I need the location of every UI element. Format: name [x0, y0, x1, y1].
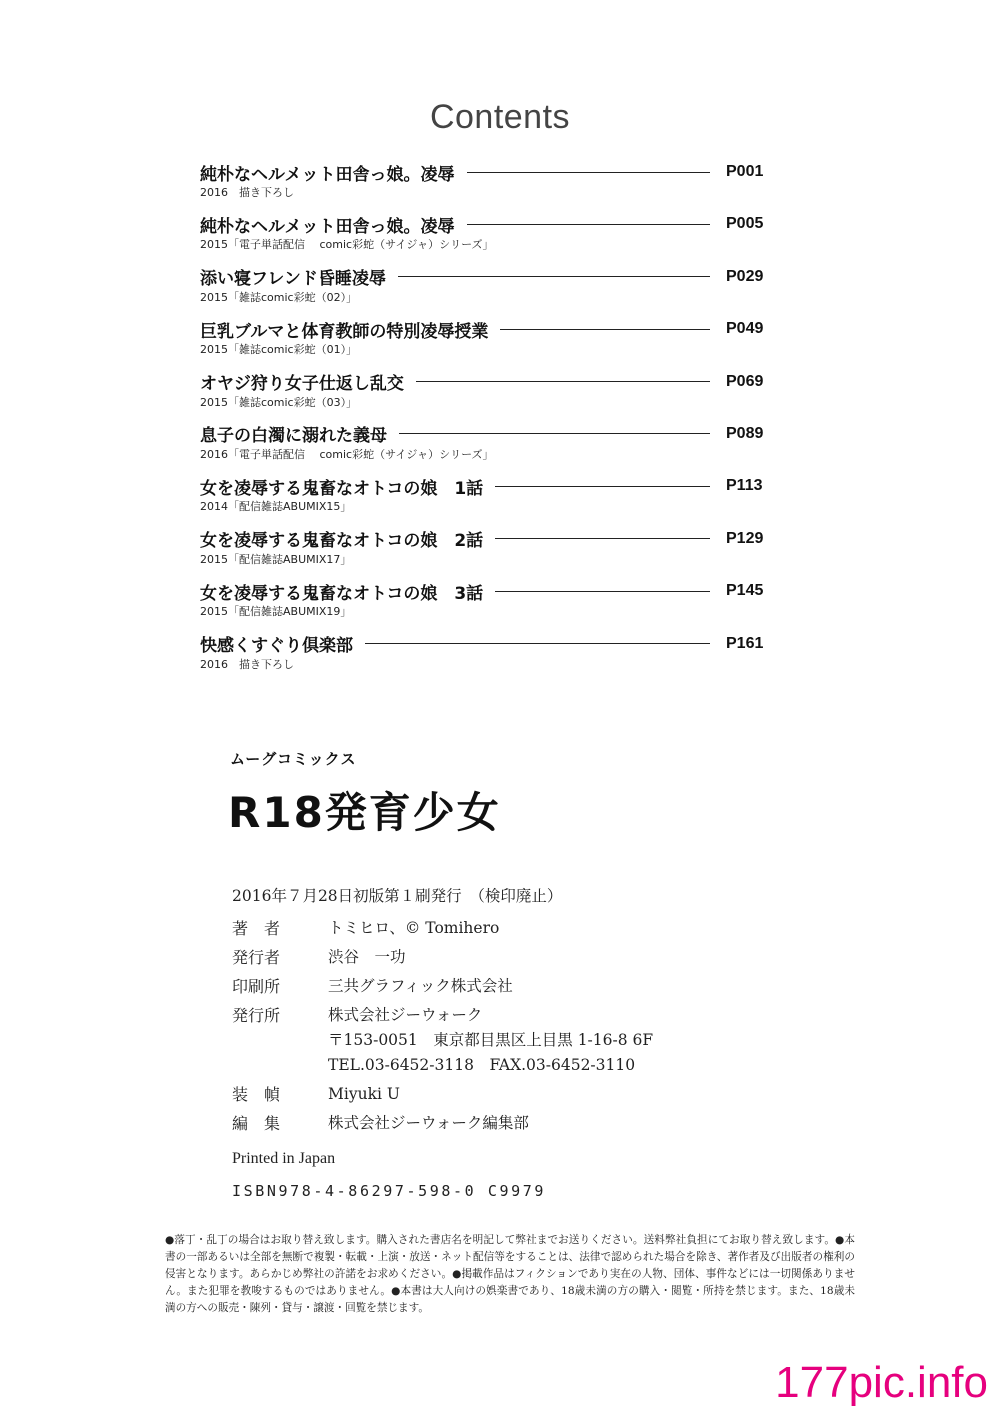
- credit-label: 著 者: [232, 919, 281, 938]
- toc-entry: [200, 630, 770, 682]
- credit-value: 株式会社ジーウォーク: [328, 1006, 483, 1024]
- toc-page-number: P049: [726, 320, 764, 338]
- toc-entry: [200, 525, 770, 577]
- toc-entry: [200, 210, 770, 262]
- toc-entry-source: 2015「雑誌comic彩蛇（02）」: [200, 290, 358, 304]
- toc-page-number: P005: [726, 215, 764, 233]
- credit-row-author: [232, 916, 792, 941]
- table-of-contents: [200, 158, 770, 682]
- credit-label: 発行者: [232, 948, 281, 967]
- toc-entry-source: 2016 描き下ろし: [200, 186, 294, 199]
- toc-entry-title: 巨乳ブルマと体育教師の特別凌辱授業: [200, 321, 489, 342]
- credit-row-design: [232, 1082, 792, 1107]
- credit-row-phone: [232, 1053, 792, 1078]
- toc-leader-line: [365, 643, 710, 644]
- site-watermark: 177pic.info: [775, 1358, 988, 1407]
- toc-page-number: P129: [726, 529, 764, 547]
- toc-entry-title: 添い寝フレンド昏睡凌辱: [200, 269, 386, 290]
- toc-entry-title: 女を凌辱する鬼畜なオトコの娘 3話: [200, 583, 484, 604]
- toc-entry-source: 2016「電子単話配信 comic彩蛇（サイジャ）シリーズ」: [200, 447, 494, 461]
- colophon: [232, 884, 792, 1200]
- toc-page-number: P001: [726, 163, 764, 180]
- imprint-label: ムーグコミックス: [230, 750, 357, 768]
- credit-label: 編 集: [232, 1114, 281, 1133]
- toc-entry-source: 2014「配信雑誌ABUMIX15」: [200, 500, 352, 514]
- toc-page-number: P069: [726, 372, 764, 390]
- legal-disclaimer: ●落丁・乱丁の場合はお取り替え致します。購入された書店名を明記して弊社までお送りください。送料弊社負担にてお取り替え致します。●本書の一部あるいは全部を無断で複製・転載・上演・放送・ネット配信等をすることは、法律で認められた場合を除き、著作者及び出版者の権利の侵害となります。あらかじめ弊社の許諾をお求めください。●掲載作品はフィクションであり実在の人物、団体、事件などには一切関係ありません。また犯罪を教唆するものではありません。●本書は大人向けの娯楽書であり、18歳未満の方の購入・閲覧・所持を禁じます。また、18歳未満の方への販売・陳列・貸与・譲渡・回覧を禁じます。: [165, 1234, 855, 1314]
- toc-entry: [200, 263, 770, 315]
- toc-leader-line: [467, 172, 711, 173]
- credit-label: 印刷所: [232, 977, 281, 996]
- credit-row-publisher-person: [232, 945, 792, 970]
- credit-value: 三共グラフィック株式会社: [328, 977, 513, 995]
- toc-entry-title: オヤジ狩り女子仕返し乱交: [200, 374, 404, 395]
- credit-row-editor: [232, 1111, 792, 1136]
- credit-value: Miyuki U: [328, 1085, 400, 1103]
- isbn-code: ISBN978-4-86297-598-0 C9979: [232, 1182, 547, 1200]
- toc-leader-line: [467, 224, 711, 225]
- toc-entry-title: 女を凌辱する鬼畜なオトコの娘 2話: [200, 531, 484, 552]
- toc-leader-line: [495, 486, 710, 487]
- toc-entry: [200, 577, 770, 629]
- credit-label: 装 幀: [232, 1085, 281, 1104]
- toc-entry-source: 2015「電子単話配信 comic彩蛇（サイジャ）シリーズ」: [200, 238, 494, 252]
- toc-leader-line: [399, 433, 710, 434]
- book-title: R18発育少女: [228, 788, 501, 837]
- toc-leader-line: [416, 381, 710, 382]
- toc-page-number: P145: [726, 582, 764, 600]
- toc-entry: [200, 158, 770, 210]
- toc-entry-source: 2015「配信雑誌ABUMIX19」: [200, 605, 352, 619]
- toc-leader-line: [495, 591, 710, 592]
- toc-leader-line: [398, 276, 710, 277]
- toc-page-number: P029: [726, 267, 764, 285]
- credit-value: 渋谷 一功: [328, 948, 406, 966]
- credit-value: トミヒロ、© Tomihero: [328, 919, 500, 937]
- toc-page-number: P089: [726, 424, 764, 442]
- toc-entry: [200, 315, 770, 367]
- contents-heading: Contents: [429, 98, 571, 136]
- publication-date: 2016年７月28日初版第１刷発行 （検印廃止）: [232, 887, 563, 905]
- toc-entry: [200, 420, 770, 472]
- toc-entry-title: 快感くすぐり倶楽部: [200, 636, 353, 657]
- credit-row-printer: [232, 974, 792, 999]
- toc-entry-title: 息子の白濁に溺れた義母: [200, 426, 387, 447]
- toc-leader-line: [500, 329, 710, 330]
- toc-entry-source: 2015「雑誌comic彩蛇（01）」: [200, 343, 358, 357]
- toc-entry: [200, 472, 770, 524]
- credit-value: TEL.03-6452-3118 FAX.03-6452-3110: [328, 1056, 636, 1074]
- credit-value: 株式会社ジーウォーク編集部: [328, 1114, 529, 1132]
- toc-entry-title: 純朴なヘルメット田舎っ娘。凌辱: [200, 164, 455, 185]
- toc-entry-title: 純朴なヘルメット田舎っ娘。凌辱: [200, 216, 455, 237]
- credit-row-publisher: [232, 1003, 792, 1028]
- credit-row-address: [232, 1028, 792, 1053]
- toc-entry-source: 2016 描き下ろし: [200, 657, 294, 671]
- toc-entry: [200, 368, 770, 420]
- toc-page-number: P161: [726, 634, 764, 652]
- toc-leader-line: [495, 538, 710, 539]
- toc-entry-title: 女を凌辱する鬼畜なオトコの娘 1話: [200, 478, 484, 499]
- printed-in-japan: Printed in Japan: [232, 1150, 336, 1167]
- credit-label: 発行所: [232, 1006, 281, 1025]
- credit-value: 〒153-0051 東京都目黒区上目黒 1-16-8 6F: [328, 1031, 654, 1049]
- toc-entry-source: 2015「配信雑誌ABUMIX17」: [200, 552, 352, 566]
- toc-page-number: P113: [726, 477, 763, 495]
- toc-entry-source: 2015「雑誌comic彩蛇（03）」: [200, 395, 358, 409]
